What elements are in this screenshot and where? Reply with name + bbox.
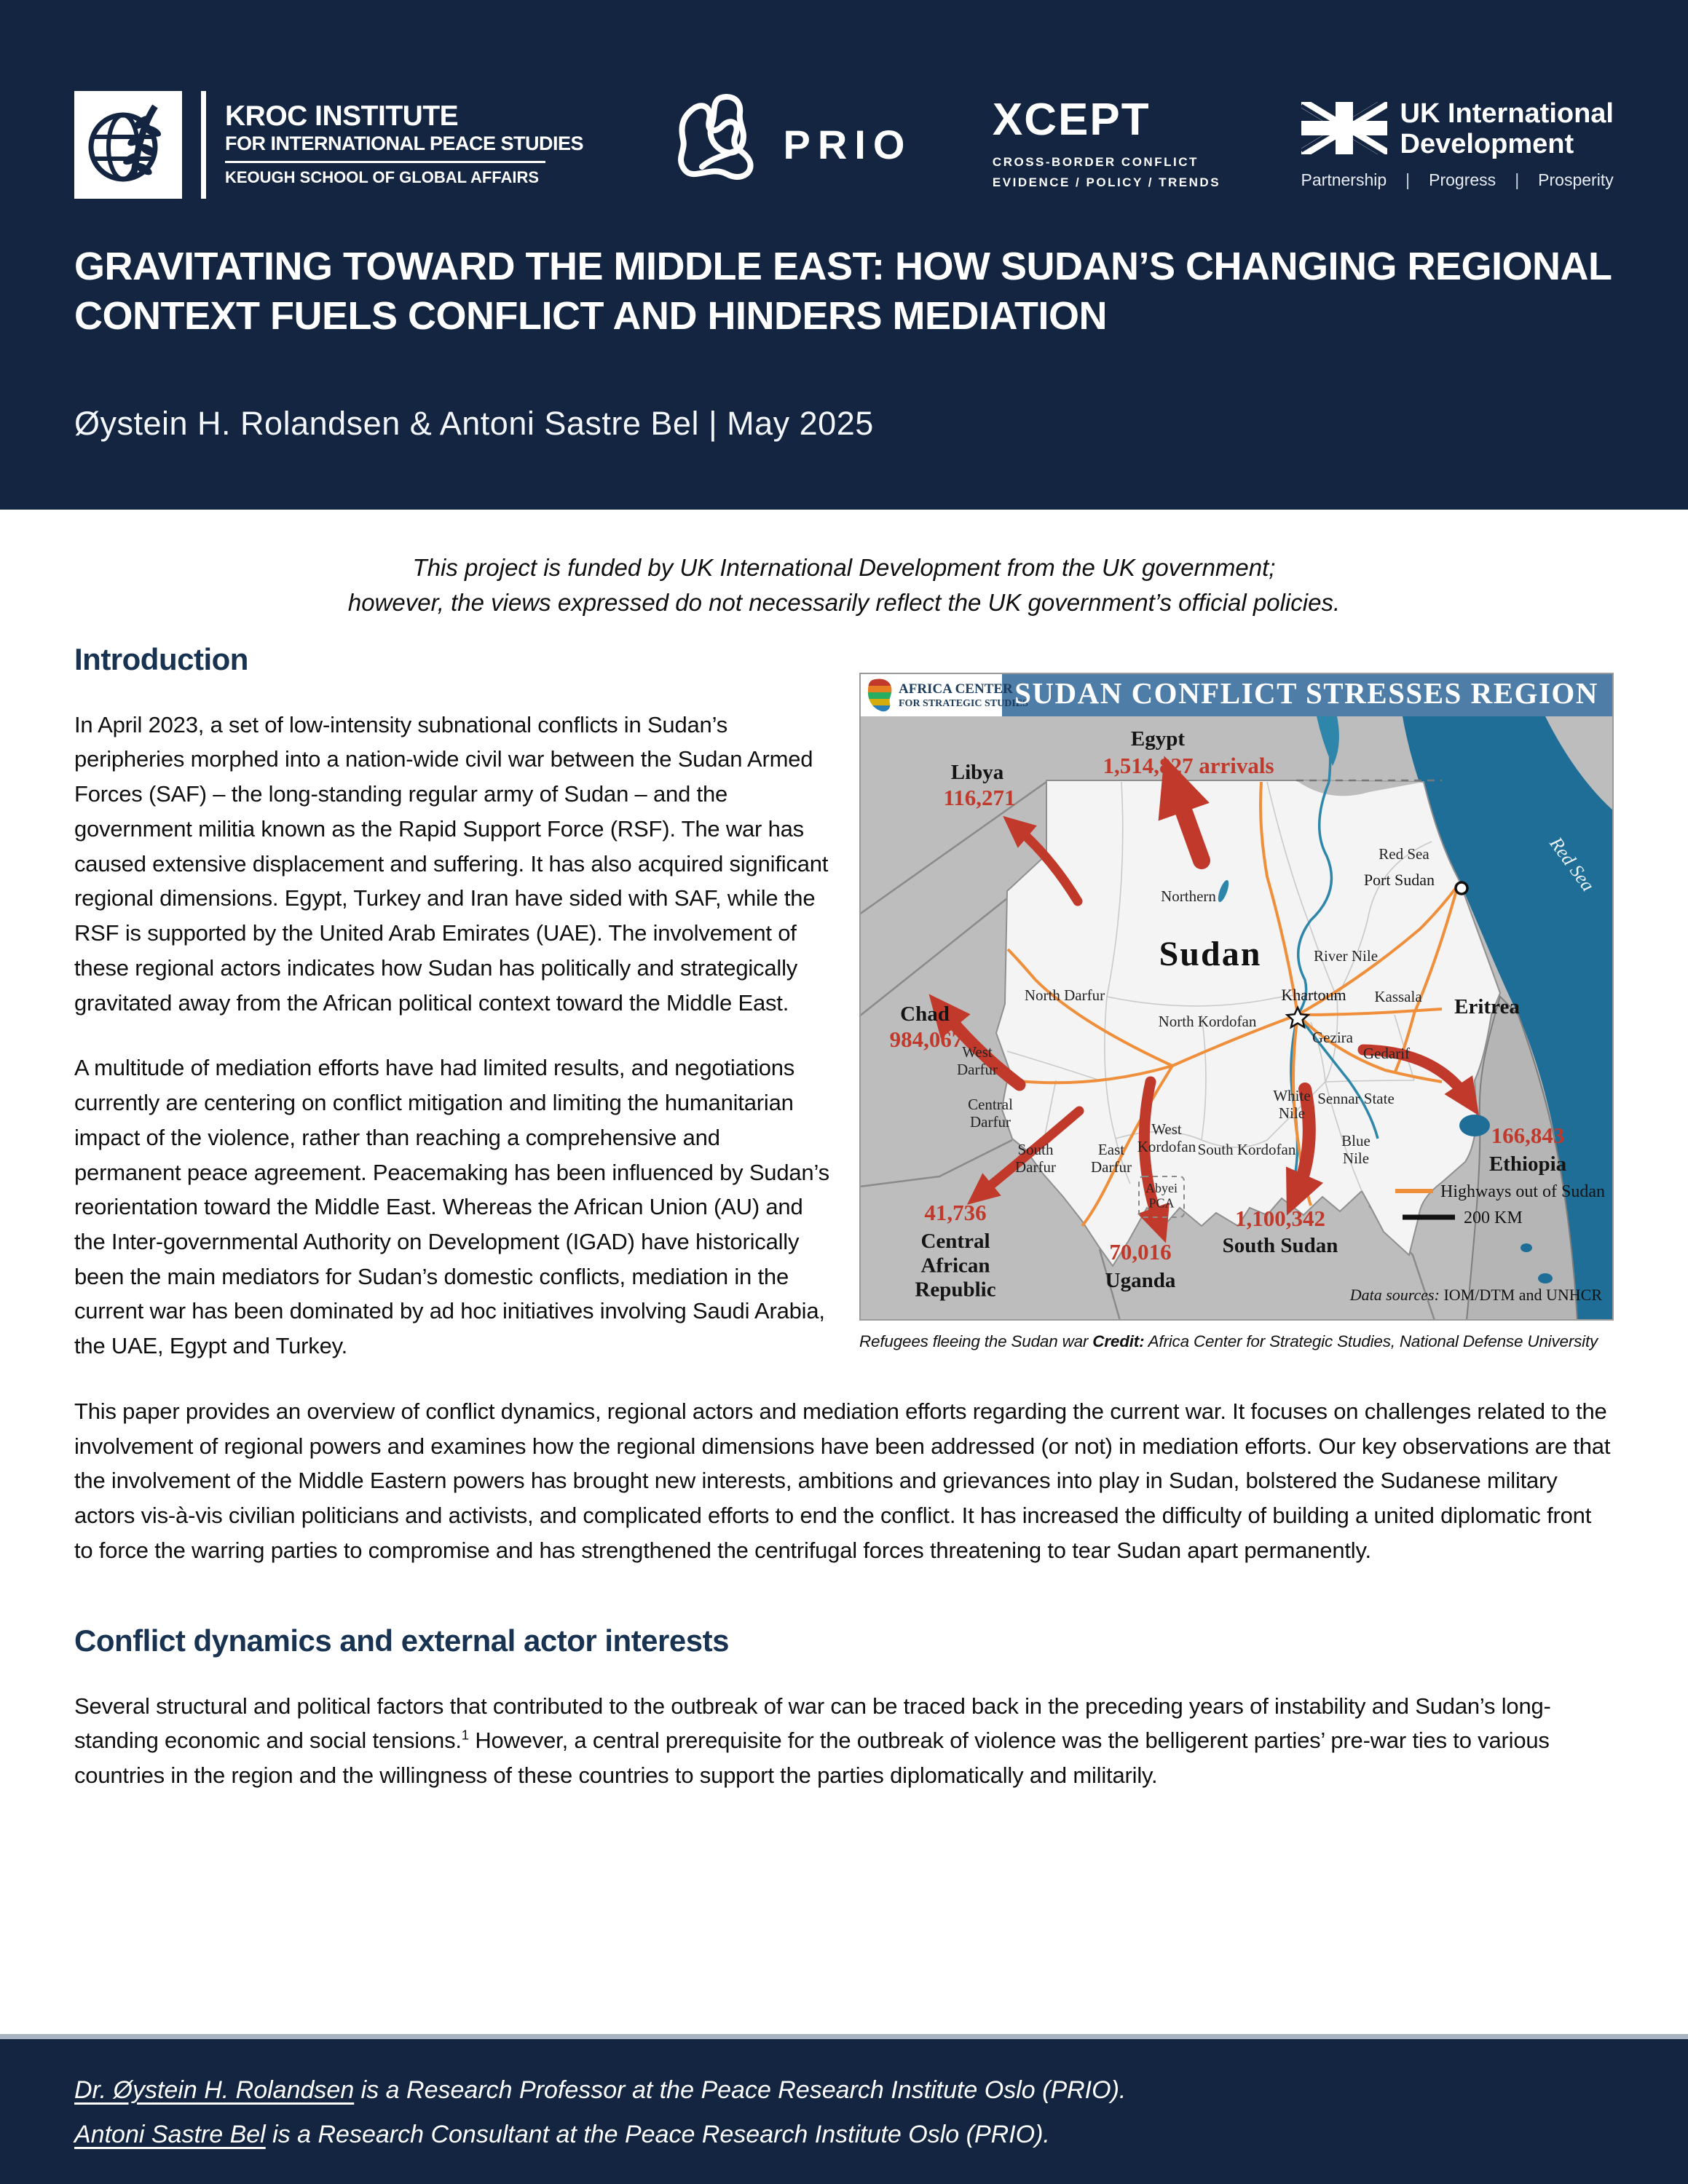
footer-author-2: Antoni Sastre Bel bbox=[74, 2121, 266, 2149]
ukdev-line1: UK International bbox=[1400, 98, 1614, 130]
sudan-map-figure bbox=[859, 673, 1614, 1351]
kroc-rule bbox=[225, 161, 545, 163]
value-chad: 984,067 bbox=[889, 1026, 963, 1052]
kroc-line2: FOR INTERNATIONAL PEACE STUDIES bbox=[225, 132, 584, 154]
content-area bbox=[0, 550, 1688, 1793]
kroc-line3: KEOUGH SCHOOL OF GLOBAL AFFAIRS bbox=[225, 168, 540, 187]
value-libya: 116,271 bbox=[943, 784, 1016, 810]
page-footer bbox=[0, 2034, 1688, 2184]
state-label-north-darfur: North Darfur bbox=[1024, 986, 1105, 1004]
overview-paragraph: This paper provides an overview of conflict dynamics, regional actors and mediation efforts regarding the current war. It focuses on challenges related to the involvement of regional powers and examines how the regional dimensions have been addressed (or not) in mediation efforts. Our key observations are that the involvement of the Middle Eastern powers has brought new interests, ambitions and grievances into play in Sudan, bolstered the Sudanese military actors vis-à-vis civilian politicians and activists, and complicated efforts to end the conflict. It has increased the difficulty of building a united diplomatic front to force the warring parties to compromise and has strengthened the centrifugal forces threatening to tear Sudan apart permanently. bbox=[74, 1398, 1611, 1563]
section2-paragraph-part1: Several structural and political factors that contributed to the outbreak of war can be traced back in the preceding years of instability and Sudan’s long-standing economic and social tensions. bbox=[74, 1693, 1551, 1754]
xcept-logo bbox=[992, 95, 1221, 191]
intro-paragraph-1: In April 2023, a set of low-intensity subnational conflicts in Sudan’s peripheries morphed into a nation-wide civil war between the Sudan Armed Forces (SAF) – the long-standing regular army of Sudan – and the government militia known as the Rapid Support Force (RSF). The war has caused extensive displacement and suffering. It has also acquired significant regional dimensions. Egypt, Turkey and Iran have sided with SAF, while the RSF is supported by the United Arab Emirates (UAE). The involvement of these regional actors indicates how Sudan has politically and strategically gravitated away from the African political context toward the Middle East. bbox=[74, 711, 829, 1016]
funding-note-line1: This project is funded by UK International Development from the UK government; bbox=[412, 554, 1276, 581]
state-label-sennar: Sennar State bbox=[1317, 1089, 1395, 1107]
state-label-west-kordofan: West Kordofan bbox=[1137, 1120, 1196, 1155]
caption-credit-value: Africa Center for Strategic Studies, National Defense University bbox=[1144, 1332, 1598, 1350]
state-label-south-darfur: South Darfur bbox=[1015, 1140, 1056, 1176]
intro-heading: Introduction bbox=[74, 641, 248, 676]
section2-paragraph bbox=[74, 1689, 1614, 1793]
ukdev-logo bbox=[1301, 99, 1614, 190]
footer-bio-1 bbox=[74, 2068, 1614, 2113]
state-label-red-sea: Red Sea bbox=[1379, 844, 1429, 863]
footer-bio-1-rest: is a Research Professor at the Peace Research Institute Oslo (PRIO). bbox=[354, 2076, 1127, 2104]
legend-scale-label: 200 KM bbox=[1464, 1208, 1523, 1227]
acss-line2: FOR STRATEGIC STUDIES bbox=[899, 697, 1028, 709]
state-label-north-kordofan: North Kordofan bbox=[1158, 1012, 1257, 1030]
value-car: 41,736 bbox=[924, 1199, 987, 1225]
state-label-abyei: Abyei PCA bbox=[1145, 1180, 1178, 1211]
section2-paragraph-part2: However, a central prerequisite for the outbreak of violence was the belligerent parties’ pre-war ties to various countries in the region and the willingness of these countries to support the parties diplomatically and militarily. bbox=[74, 1728, 1550, 1789]
label-libya: Libya bbox=[950, 760, 1004, 784]
footer-author-1: Dr. Øystein H. Rolandsen bbox=[74, 2076, 355, 2104]
value-south-sudan: 1,100,342 bbox=[1235, 1205, 1325, 1231]
acss-line1: AFRICA CENTER bbox=[899, 681, 1013, 697]
byline: Øystein H. Rolandsen & Antoni Sastre Bel | May 2025 bbox=[74, 405, 874, 442]
state-label-gedarif: Gedarif bbox=[1362, 1044, 1411, 1062]
data-sources-note: Data sources: IOM/DTM and UNHCR bbox=[1349, 1285, 1602, 1304]
city-label-port-sudan: Port Sudan bbox=[1363, 870, 1435, 889]
caption-credit-label: Credit: bbox=[1092, 1332, 1145, 1350]
value-egypt: 1,514,827 arrivals bbox=[1103, 752, 1274, 778]
ukdev-line2: Development bbox=[1400, 129, 1574, 159]
legend-highways-label: Highways out of Sudan bbox=[1440, 1182, 1605, 1201]
lake-tana bbox=[1459, 1115, 1490, 1136]
label-uganda: Uganda bbox=[1105, 1268, 1176, 1292]
union-jack-icon bbox=[1301, 102, 1387, 158]
kroc-institute-logo bbox=[74, 91, 583, 199]
port-sudan-marker bbox=[1456, 882, 1467, 894]
value-uganda: 70,016 bbox=[1109, 1238, 1172, 1265]
ukdev-tag-sep1: | bbox=[1405, 170, 1411, 189]
ukdev-tag-prosperity: Prosperity bbox=[1538, 170, 1614, 189]
footer-bio-2-rest: is a Research Consultant at the Peace Research Institute Oslo (PRIO). bbox=[265, 2121, 1050, 2149]
state-label-blue-nile: Blue Nile bbox=[1341, 1131, 1370, 1167]
kroc-globe-icon bbox=[74, 91, 182, 199]
label-ethiopia: Ethiopia bbox=[1488, 1152, 1567, 1176]
ukdev-tag-partnership: Partnership bbox=[1301, 170, 1387, 189]
intro-paragraph-2: A multitude of mediation efforts have had limited results, and negotiations currently are centering on conflict mitigation and limiting the humanitarian impact of the violence, rather than reaching a comprehensive and permanent peace agreement. Peacemaking has been influenced by Sudan’s reorientation toward the Middle East. Whereas the African Union (AU) and the Inter-governmental Authority on Development (IGAD) have historically been the main mediators for Sudan’s domestic conflicts, mediation in the current war has been dominated by ad hoc initiatives involving Saudi Arabia, the UAE, Egypt and Turkey. bbox=[74, 1055, 829, 1359]
prio-wordmark: PRIO bbox=[783, 122, 912, 167]
footnote-ref-1: 1 bbox=[461, 1727, 469, 1743]
prio-logo bbox=[664, 88, 912, 201]
footer-bio-2 bbox=[74, 2113, 1614, 2157]
label-chad: Chad bbox=[900, 1002, 950, 1026]
label-eritrea: Eritrea bbox=[1454, 994, 1520, 1018]
map-title: SUDAN CONFLICT STRESSES REGION bbox=[1014, 676, 1598, 710]
ukdev-tag-sep2: | bbox=[1515, 170, 1520, 189]
ukdev-tagline bbox=[1301, 170, 1614, 190]
state-label-gezira: Gezira bbox=[1312, 1028, 1353, 1046]
kroc-line1: KROC INSTITUTE bbox=[225, 100, 459, 132]
funding-note bbox=[74, 550, 1614, 620]
state-label-northern: Northern bbox=[1161, 887, 1216, 905]
sea-label-red-sea: Red Sea bbox=[1545, 833, 1599, 895]
state-label-kassala: Kassala bbox=[1374, 987, 1422, 1005]
logo-row bbox=[74, 0, 1614, 200]
state-label-south-kordofan: South Kordofan bbox=[1197, 1140, 1296, 1158]
prio-doves-icon bbox=[664, 88, 773, 201]
state-label-river-nile: River Nile bbox=[1313, 946, 1379, 965]
funding-note-line2: however, the views expressed do not necessarily reflect the UK government’s official policies. bbox=[347, 588, 1341, 616]
caption-text: Refugees fleeing the Sudan war bbox=[859, 1332, 1093, 1350]
label-car: Central African Republic bbox=[915, 1229, 996, 1302]
xcept-subline-1: CROSS-BORDER CONFLICT bbox=[992, 155, 1199, 169]
xcept-subline-2: EVIDENCE / POLICY / TRENDS bbox=[992, 175, 1221, 189]
label-south-sudan: South Sudan bbox=[1222, 1233, 1338, 1257]
figure-caption bbox=[859, 1332, 1614, 1351]
label-egypt: Egypt bbox=[1130, 727, 1186, 751]
page-title: GRAVITATING TOWARD THE MIDDLE EAST: HOW SUDAN’S CHANGING REGIONAL CONTEXT FUELS CONFLICT AND HINDERS MEDIATION bbox=[74, 245, 1612, 338]
state-label-west-darfur: West Darfur bbox=[957, 1042, 998, 1078]
state-label-east-darfur: East Darfur bbox=[1091, 1140, 1132, 1176]
value-ethiopia: 166,843 bbox=[1491, 1122, 1565, 1148]
section2-heading: Conflict dynamics and external actor interests bbox=[74, 1623, 729, 1658]
city-label-khartoum: Khartoum bbox=[1281, 985, 1346, 1004]
kroc-divider-bar bbox=[201, 91, 206, 199]
page-header bbox=[0, 0, 1688, 510]
state-label-white-nile: White Nile bbox=[1273, 1086, 1311, 1122]
xcept-wordmark: XCEPT bbox=[992, 95, 1151, 145]
sudan-conflict-map bbox=[859, 673, 1614, 1321]
label-sudan: Sudan bbox=[1159, 934, 1262, 973]
ukdev-tag-progress: Progress bbox=[1429, 170, 1496, 189]
state-label-central-darfur: Central Darfur bbox=[968, 1095, 1013, 1131]
kroc-wordmark bbox=[225, 102, 583, 187]
